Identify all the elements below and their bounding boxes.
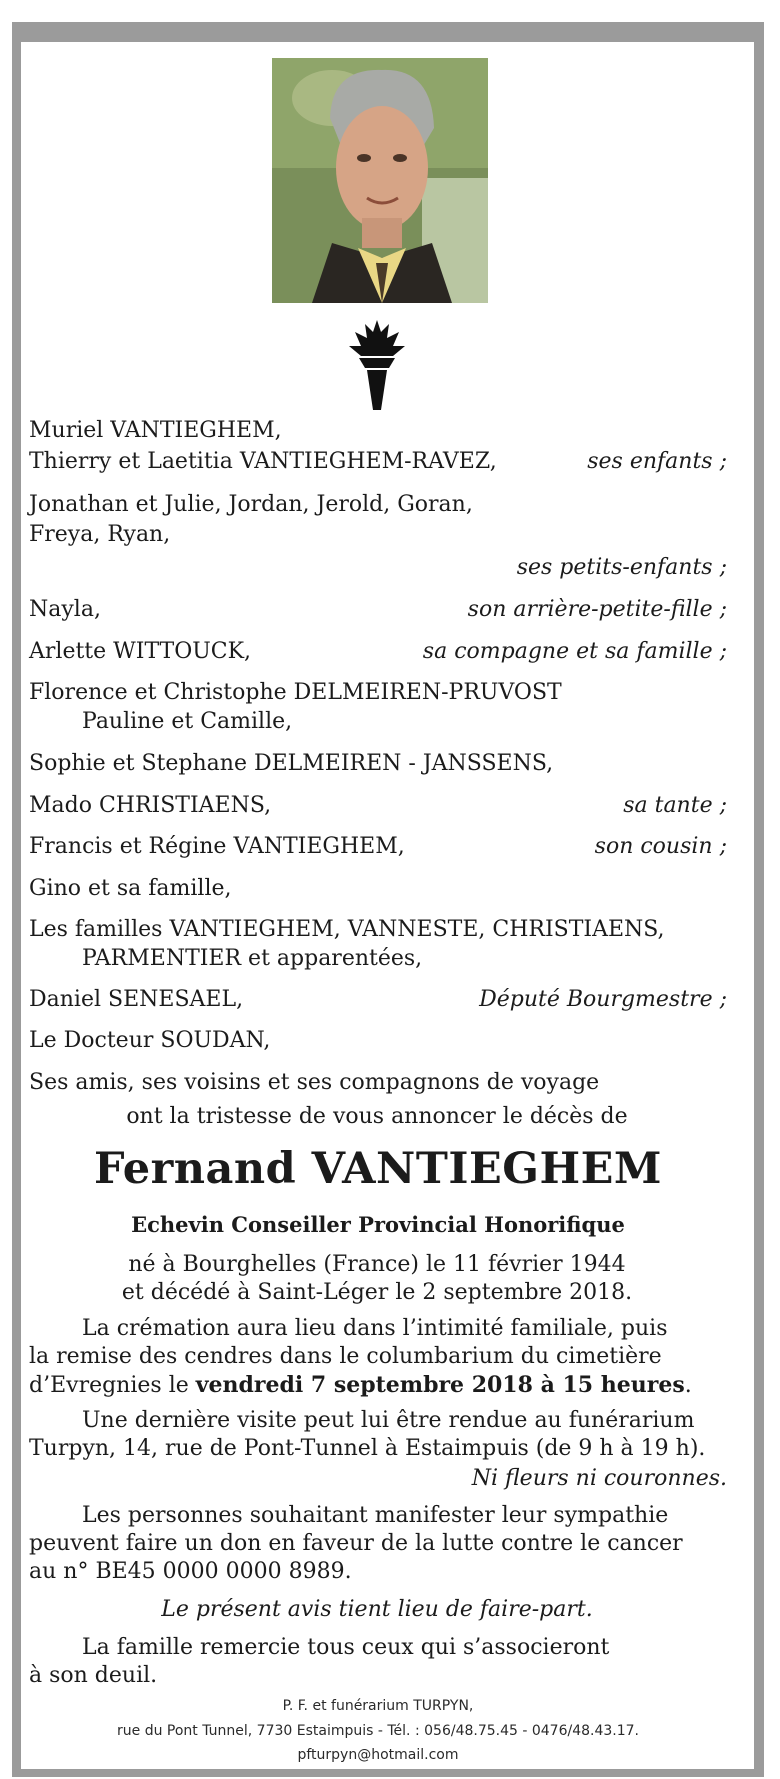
donation-line-1: Les personnes souhaitant manifester leur sympathie <box>82 1503 669 1528</box>
cremation-date: vendredi 7 septembre 2018 à 15 heures <box>195 1372 685 1398</box>
visit-line-1: Une dernière visite peut lui être rendue au funérarium <box>82 1408 695 1433</box>
notice-line: Le présent avis tient lieu de faire-part. <box>161 1597 593 1622</box>
family-line-7: Florence et Christophe DELMEIREN-PRUVOST <box>29 680 562 705</box>
relation-cousin: son cousin ; <box>594 834 727 859</box>
donation-line-3: au n° BE45 0000 0000 8989. <box>29 1559 352 1584</box>
flowers-line: Ni fleurs ni couronnes. <box>471 1466 727 1491</box>
relation-arriere-petite-fille: son arrière-petite-fille ; <box>467 597 727 622</box>
family-line-8: Pauline et Camille, <box>82 709 293 734</box>
cremation-place: d’Evregnies le <box>29 1373 196 1398</box>
family-line-16: Le Docteur SOUDAN, <box>29 1028 271 1053</box>
family-line-10: Mado CHRISTIAENS, <box>29 793 272 818</box>
announcement-line: ont la tristesse de vous annoncer le décès de <box>126 1104 628 1129</box>
relation-compagne: sa compagne et sa famille ; <box>422 639 727 664</box>
thanks-line-1: La famille remercie tous ceux qui s’associeront <box>82 1635 610 1660</box>
family-line-3: Jonathan et Julie, Jordan, Jerold, Goran, <box>29 492 473 517</box>
relation-tante: sa tante ; <box>623 793 727 818</box>
funeral-home-email: pfturpyn@hotmail.com <box>297 1747 459 1763</box>
family-line-6: Arlette WITTOUCK, <box>29 639 252 664</box>
family-line-5: Nayla, <box>29 597 101 622</box>
deceased-title: Echevin Conseiller Provincial Honorifique <box>131 1212 625 1237</box>
family-line-15: Daniel SENESAEL, <box>29 987 244 1012</box>
deceased-name: Fernand VANTIEGHEM <box>94 1144 662 1194</box>
family-line-2: Thierry et Laetitia VANTIEGHEM-RAVEZ, <box>29 449 497 474</box>
cremation-line-2: la remise des cendres dans le columbarium du cimetière <box>29 1344 662 1369</box>
thanks-line-2: à son deuil. <box>29 1663 158 1688</box>
relation-petits-enfants: ses petits-enfants ; <box>516 555 727 580</box>
funeral-home-address: rue du Pont Tunnel, 7730 Estaimpuis - Tél. : 056/48.75.45 - 0476/48.43.17. <box>117 1723 639 1739</box>
family-line-14: PARMENTIER et apparentées, <box>82 946 423 971</box>
family-line-4: Freya, Ryan, <box>29 522 171 547</box>
death-line: et décédé à Saint-Léger le 2 septembre 2018. <box>121 1280 633 1305</box>
donation-line-2: peuvent faire un don en faveur de la lutte contre le cancer <box>29 1531 683 1556</box>
portrait-photo <box>272 58 488 303</box>
family-line-17: Ses amis, ses voisins et ses compagnons de voyage <box>29 1070 600 1095</box>
birth-line: né à Bourghelles (France) le 11 février 1944 <box>128 1252 626 1277</box>
cremation-line-3 <box>29 1372 692 1399</box>
cremation-line-1: La crémation aura lieu dans l’intimité familiale, puis <box>82 1316 668 1341</box>
family-line-11: Francis et Régine VANTIEGHEM, <box>29 834 405 859</box>
relation-enfants: ses enfants ; <box>587 449 727 474</box>
family-line-1: Muriel VANTIEGHEM, <box>29 418 282 443</box>
family-line-12: Gino et sa famille, <box>29 876 232 901</box>
family-line-9: Sophie et Stephane DELMEIREN - JANSSENS, <box>29 751 554 776</box>
cremation-end: . <box>684 1373 692 1398</box>
family-line-13: Les familles VANTIEGHEM, VANNESTE, CHRISTIAENS, <box>29 917 665 942</box>
funeral-home-name: P. F. et funérarium TURPYN, <box>282 1698 474 1714</box>
visit-line-2: Turpyn, 14, rue de Pont-Tunnel à Estaimpuis (de 9 h à 19 h). <box>29 1436 706 1461</box>
torch-icon <box>345 318 409 414</box>
relation-depute: Député Bourgmestre ; <box>479 987 727 1012</box>
